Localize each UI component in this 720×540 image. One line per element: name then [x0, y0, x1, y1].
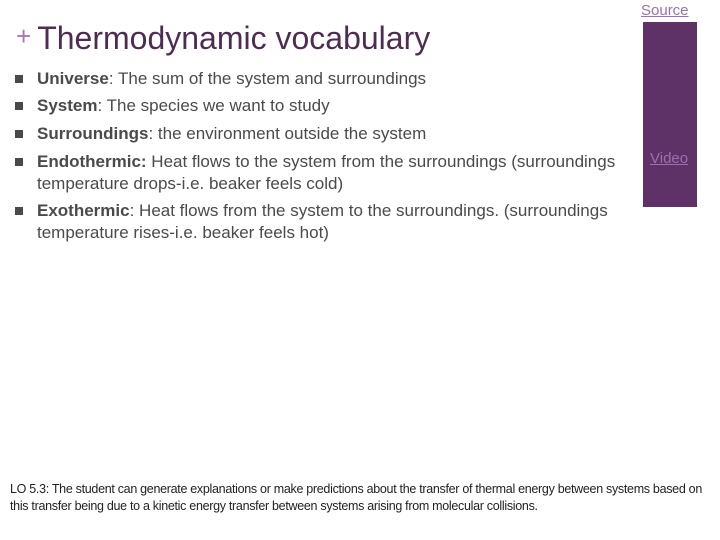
term: Exothermic — [37, 201, 130, 220]
definition: Heat flows from the system to the surroundings. (surroundings temperature rises-i.e. beaker feels hot) — [37, 201, 608, 242]
bullet-icon — [15, 130, 23, 138]
bullet-icon — [15, 102, 23, 110]
bullet-icon — [15, 207, 23, 215]
term: System — [37, 96, 98, 115]
bullet-endothermic — [37, 151, 657, 195]
term: Surroundings — [37, 124, 149, 143]
definition: The species we want to study — [102, 96, 330, 115]
sep: : — [108, 69, 114, 88]
title-text: Thermodynamic vocabulary — [37, 20, 431, 56]
definition: Heat flows to the system from the surroundings (surroundings temperature drops-i.e. beaker feels cold) — [37, 152, 616, 193]
term: Universe — [37, 69, 109, 88]
source-link[interactable]: Source — [641, 2, 689, 19]
slide-title — [16, 20, 430, 57]
definition: the environment outside the system — [153, 124, 427, 143]
bullet-system — [37, 95, 657, 117]
sep: : — [129, 201, 135, 220]
sep: : — [97, 96, 103, 115]
bullet-icon — [15, 158, 23, 166]
bullet-exothermic — [37, 200, 657, 244]
term: Endothermic: — [37, 152, 147, 171]
bullet-universe — [37, 68, 657, 90]
plus-icon: + — [16, 21, 32, 51]
sep: : — [148, 124, 154, 143]
learning-objective: LO 5.3: The student can generate explanations or make predictions about the transfer of thermal energy between systems based on this transfer being due to a kinetic energy transfer between systems arising from molecular collisions. — [10, 482, 702, 513]
definition: The sum of the system and surroundings — [113, 69, 427, 88]
bullet-surroundings — [37, 123, 657, 145]
video-link[interactable]: Video — [650, 150, 689, 167]
bullet-icon — [15, 75, 23, 83]
